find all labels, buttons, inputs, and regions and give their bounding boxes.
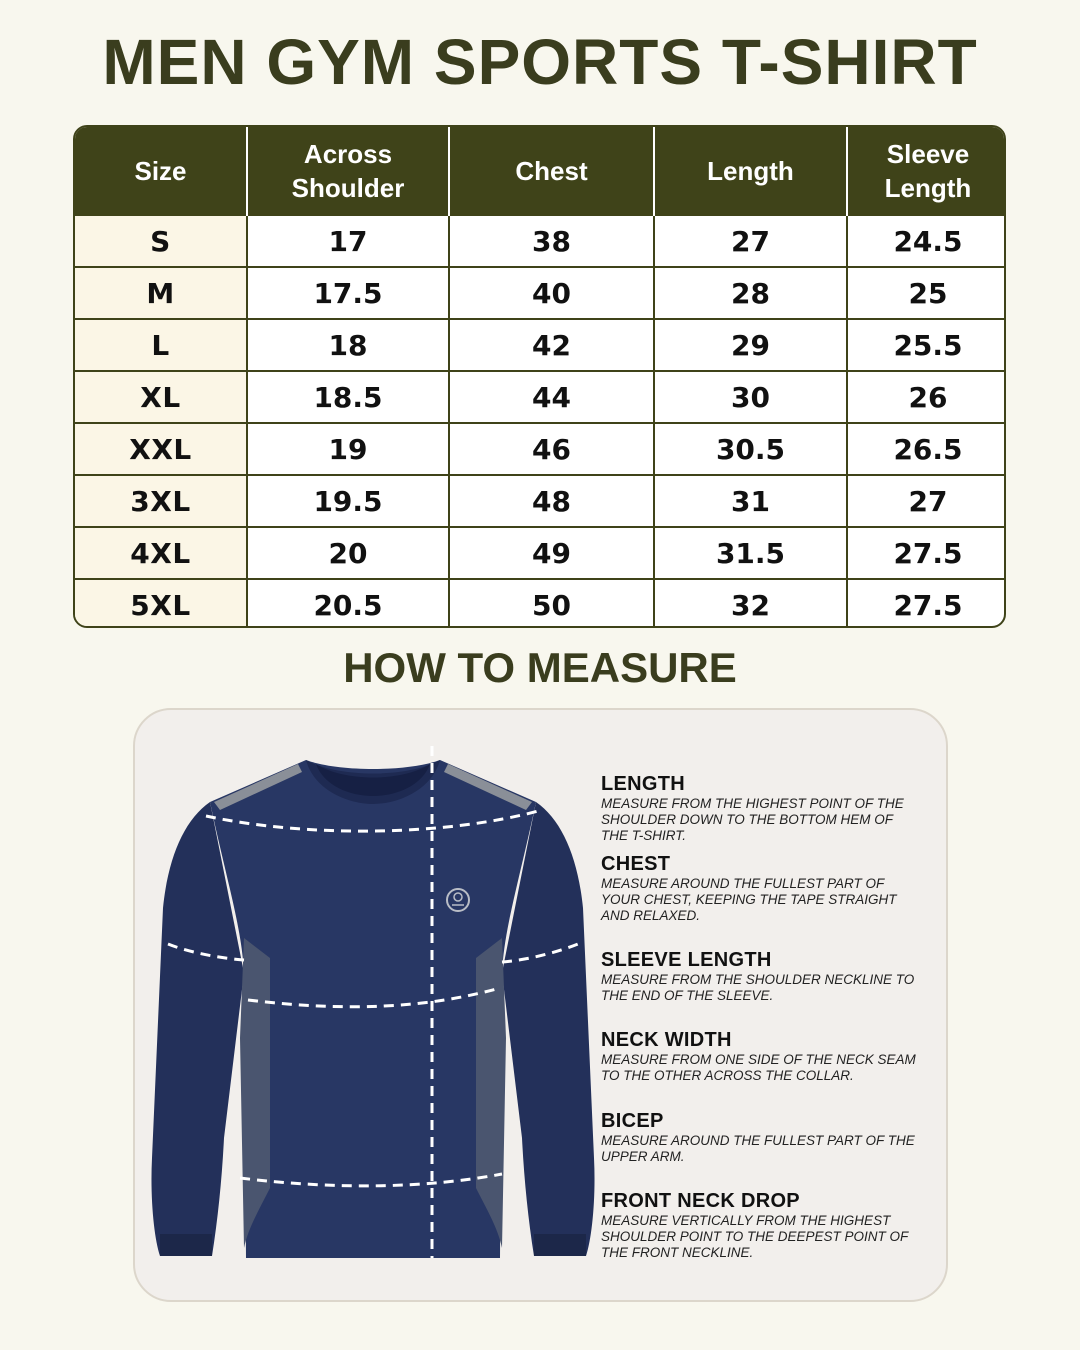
header-length: Length — [654, 127, 847, 215]
guide-title: BICEP — [601, 1110, 664, 1132]
measurement-cell: 17 — [247, 215, 449, 267]
measurement-cell: 30 — [654, 371, 847, 423]
size-cell: 5XL — [75, 579, 247, 628]
measurement-cell: 46 — [449, 423, 654, 475]
size-cell: M — [75, 267, 247, 319]
guide-title: SLEEVE LENGTH — [601, 949, 772, 971]
measurement-cell: 18 — [247, 319, 449, 371]
measurement-cell: 38 — [449, 215, 654, 267]
size-cell: XL — [75, 371, 247, 423]
header-size: Size — [75, 127, 247, 215]
guide-description: MEASURE VERTICALLY FROM THE HIGHEST SHOULDER POINT TO THE DEEPEST POINT OF THE FRONT NECKLINE. — [601, 1213, 909, 1260]
guide-item — [601, 948, 921, 1004]
measurement-cell: 48 — [449, 475, 654, 527]
measurement-cell: 30.5 — [654, 423, 847, 475]
measurement-cell: 40 — [449, 267, 654, 319]
guide-title: NECK WIDTH — [601, 1029, 732, 1051]
guide-description: MEASURE AROUND THE FULLEST PART OF YOUR CHEST, KEEPING THE TAPE STRAIGHT AND RELAXED. — [601, 876, 897, 923]
guide-title: FRONT NECK DROP — [601, 1190, 800, 1212]
header-chest: Chest — [449, 127, 654, 215]
measurement-cell: 29 — [654, 319, 847, 371]
measurement-cell: 27.5 — [847, 579, 1006, 628]
measurement-cell: 27.5 — [847, 527, 1006, 579]
table-row — [75, 267, 1006, 319]
measurement-cell: 28 — [654, 267, 847, 319]
table-row — [75, 215, 1006, 267]
guide-description: MEASURE FROM THE SHOULDER NECKLINE TO THE END OF THE SLEEVE. — [601, 972, 915, 1003]
guide-item — [601, 1028, 921, 1084]
measurement-cell: 50 — [449, 579, 654, 628]
guide-item — [601, 1189, 921, 1261]
measurement-cell: 27 — [847, 475, 1006, 527]
guide-title: LENGTH — [601, 773, 686, 795]
size-cell: XXL — [75, 423, 247, 475]
table-body — [75, 215, 1006, 628]
measurement-cell: 20.5 — [247, 579, 449, 628]
size-cell: L — [75, 319, 247, 371]
measurement-cell: 25.5 — [847, 319, 1006, 371]
guide-title: CHEST — [601, 853, 671, 875]
measurement-cell: 18.5 — [247, 371, 449, 423]
table-row — [75, 527, 1006, 579]
guide-description: MEASURE AROUND THE FULLEST PART OF THE UPPER ARM. — [601, 1133, 915, 1164]
how-to-measure-title: HOW TO MEASURE — [343, 644, 737, 691]
guide-description: MEASURE FROM THE HIGHEST POINT OF THE SHOULDER DOWN TO THE BOTTOM HEM OF THE T-SHIRT. — [601, 796, 904, 843]
guide-description: MEASURE FROM ONE SIDE OF THE NECK SEAM TO THE OTHER ACROSS THE COLLAR. — [601, 1052, 916, 1083]
table-row — [75, 579, 1006, 628]
table-row — [75, 371, 1006, 423]
measurement-cell: 44 — [449, 371, 654, 423]
measurement-cell: 25 — [847, 267, 1006, 319]
guide-item — [601, 1109, 921, 1165]
table-row — [75, 319, 1006, 371]
guide-item — [601, 852, 921, 924]
measurement-cell: 31.5 — [654, 527, 847, 579]
measurement-cell: 49 — [449, 527, 654, 579]
guide-item — [601, 772, 921, 844]
table-row — [75, 423, 1006, 475]
table-header-row — [75, 127, 1006, 215]
page-title: MEN GYM SPORTS T-SHIRT — [102, 26, 978, 98]
size-cell: 3XL — [75, 475, 247, 527]
measurement-cell: 19 — [247, 423, 449, 475]
size-chart-table — [73, 125, 1006, 628]
measurement-cell: 26 — [847, 371, 1006, 423]
long-sleeve-tshirt-icon — [148, 738, 598, 1268]
table-row — [75, 475, 1006, 527]
measurement-cell: 32 — [654, 579, 847, 628]
measurement-cell: 24.5 — [847, 215, 1006, 267]
measurement-cell: 26.5 — [847, 423, 1006, 475]
measurement-cell: 19.5 — [247, 475, 449, 527]
measurement-cell: 42 — [449, 319, 654, 371]
size-cell: S — [75, 215, 247, 267]
measurement-cell: 31 — [654, 475, 847, 527]
header-across-shoulder: Across Shoulder — [247, 127, 449, 215]
size-cell: 4XL — [75, 527, 247, 579]
measurement-cell: 27 — [654, 215, 847, 267]
measurement-cell: 17.5 — [247, 267, 449, 319]
measurement-cell: 20 — [247, 527, 449, 579]
header-sleeve-length: Sleeve Length — [847, 127, 1006, 215]
